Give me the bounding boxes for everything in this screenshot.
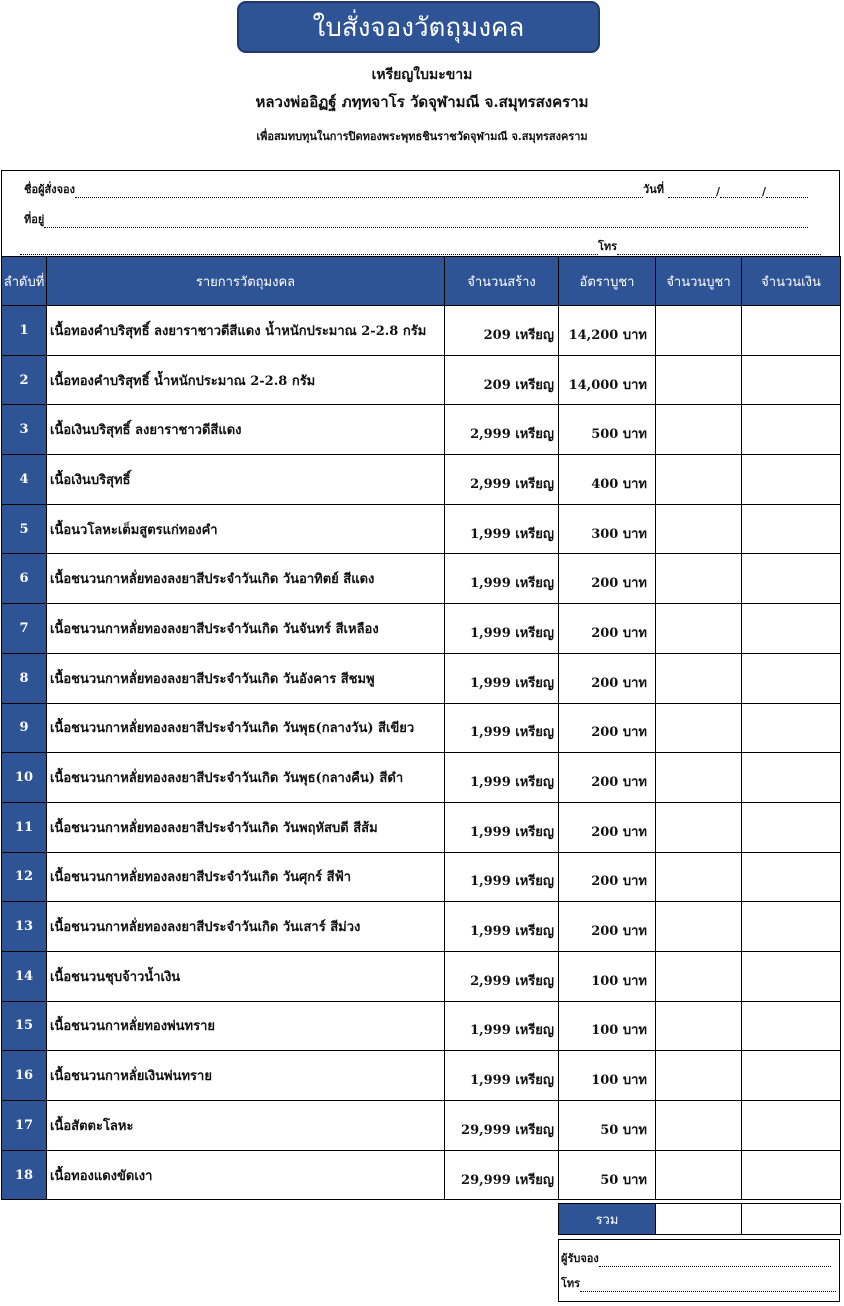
table-row: [2, 604, 841, 654]
receiver-phone-line: [561, 1274, 836, 1292]
item-qty-made: 29,999 เหรียญ: [445, 1150, 559, 1200]
header-amount: จำนวนเงิน: [742, 257, 841, 306]
item-name: เนื้อเงินบริสุทธิ์: [47, 455, 445, 505]
table-row: [2, 405, 841, 455]
item-qty-made: 1,999 เหรียญ: [445, 852, 559, 902]
item-qty-made: 1,999 เหรียญ: [445, 802, 559, 852]
item-name: เนื้อนวโลหะเต็มสูตรแก่ทองคำ: [47, 504, 445, 554]
item-price: 200 บาท: [559, 554, 656, 604]
header-qty-made: จำนวนสร้าง: [445, 257, 559, 306]
item-order-qty[interactable]: [656, 554, 742, 604]
item-amount[interactable]: [742, 1101, 841, 1151]
item-order-qty[interactable]: [656, 1051, 742, 1101]
item-name: เนื้อชนวนกาหลั่ยทองลงยาสีประจำวันเกิด วันอาทิตย์ สีแดง: [47, 554, 445, 604]
item-qty-made: 209 เหรียญ: [445, 306, 559, 356]
date-year-field[interactable]: [766, 187, 808, 198]
item-amount[interactable]: [742, 504, 841, 554]
header-price: อัตราบูชา: [559, 257, 656, 306]
table-row: [2, 1051, 841, 1101]
item-qty-made: 1,999 เหรียญ: [445, 1001, 559, 1051]
table-row: [2, 355, 841, 405]
item-amount[interactable]: [742, 1001, 841, 1051]
total-row: [559, 1204, 841, 1235]
table-row: [2, 1001, 841, 1051]
item-qty-made: 29,999 เหรียญ: [445, 1101, 559, 1151]
item-qty-made: 1,999 เหรียญ: [445, 554, 559, 604]
table-row: [2, 554, 841, 604]
table-row: [2, 504, 841, 554]
item-number: 16: [2, 1051, 47, 1101]
item-order-qty[interactable]: [656, 604, 742, 654]
item-price: 200 บาท: [559, 653, 656, 703]
table-row: [2, 902, 841, 952]
item-number: 8: [2, 653, 47, 703]
item-qty-made: 2,999 เหรียญ: [445, 405, 559, 455]
item-order-qty[interactable]: [656, 1150, 742, 1200]
date-day-field[interactable]: [668, 187, 716, 198]
item-price: 200 บาท: [559, 703, 656, 753]
item-name: เนื้อชนวนกาหลั่ยทองลงยาสีประจำวันเกิด วันพุธ(กลางคืน) สีดำ: [47, 753, 445, 803]
total-table: [558, 1203, 841, 1235]
item-price: 400 บาท: [559, 455, 656, 505]
item-number: 4: [2, 455, 47, 505]
address-label: ที่อยู่: [24, 213, 45, 226]
item-qty-made: 2,999 เหรียญ: [445, 951, 559, 1001]
item-name: เนื้อสัตตะโลหะ: [47, 1101, 445, 1151]
item-price: 200 บาท: [559, 753, 656, 803]
item-number: 10: [2, 753, 47, 803]
item-price: 500 บาท: [559, 405, 656, 455]
item-qty-made: 1,999 เหรียญ: [445, 703, 559, 753]
item-name: เนื้อชนวนกาหลั่ยทองลงยาสีประจำวันเกิด วันพฤหัสบดี สีส้ม: [47, 802, 445, 852]
item-amount[interactable]: [742, 1150, 841, 1200]
item-number: 7: [2, 604, 47, 654]
item-number: 15: [2, 1001, 47, 1051]
item-qty-made: 1,999 เหรียญ: [445, 504, 559, 554]
table-row: [2, 1150, 841, 1200]
item-name: เนื้อทองคำบริสุทธิ์ น้ำหนักประมาณ 2-2.8 กรัม: [47, 355, 445, 405]
item-price: 14,200 บาท: [559, 306, 656, 356]
item-qty-made: 1,999 เหรียญ: [445, 902, 559, 952]
item-name: เนื้อชนวนกาหลั่ยทองพ่นทราย: [47, 1001, 445, 1051]
table-row: [2, 703, 841, 753]
item-order-qty[interactable]: [656, 306, 742, 356]
item-qty-made: 1,999 เหรียญ: [445, 753, 559, 803]
item-amount[interactable]: [742, 653, 841, 703]
item-name: เนื้อทองคำบริสุทธิ์ ลงยาราชาวดีสีแดง น้ำหนักประมาณ 2-2.8 กรัม: [47, 306, 445, 356]
form-title: ใบสั่งจองวัตถุมงคล: [237, 1, 600, 53]
date-separator: /: [762, 185, 767, 198]
order-table: [1, 256, 841, 1200]
receiver-line: [561, 1249, 831, 1267]
item-order-qty[interactable]: [656, 355, 742, 405]
name-line: [24, 180, 808, 198]
table-row: [2, 951, 841, 1001]
table-row: [2, 306, 841, 356]
item-name: เนื้อชนวนกาหลั่ยทองลงยาสีประจำวันเกิด วันเสาร์ สีม่วง: [47, 902, 445, 952]
item-name: เนื้อชนวนกาหลั่ยทองลงยาสีประจำวันเกิด วันศุกร์ สีฟ้า: [47, 852, 445, 902]
date-label: วันที่: [643, 183, 664, 196]
item-qty-made: 1,999 เหรียญ: [445, 653, 559, 703]
item-order-qty[interactable]: [656, 852, 742, 902]
phone-label: โทร: [598, 240, 618, 253]
item-number: 11: [2, 802, 47, 852]
item-amount[interactable]: [742, 753, 841, 803]
item-number: 5: [2, 504, 47, 554]
table-row: [2, 802, 841, 852]
item-order-qty[interactable]: [656, 405, 742, 455]
item-name: เนื้อชนวนกาหลั่ยเงินพ่นทราย: [47, 1051, 445, 1101]
item-number: 6: [2, 554, 47, 604]
item-price: 50 บาท: [559, 1101, 656, 1151]
table-row: [2, 1101, 841, 1151]
item-order-qty[interactable]: [656, 504, 742, 554]
item-order-qty[interactable]: [656, 703, 742, 753]
name-label: ชื่อผู้สั่งจอง: [24, 183, 76, 196]
item-price: 200 บาท: [559, 604, 656, 654]
total-qty-cell[interactable]: [656, 1204, 742, 1235]
item-order-qty[interactable]: [656, 753, 742, 803]
item-order-qty[interactable]: [656, 1001, 742, 1051]
item-qty-made: 1,999 เหรียญ: [445, 604, 559, 654]
item-amount[interactable]: [742, 852, 841, 902]
item-price: 200 บาท: [559, 802, 656, 852]
phone-field[interactable]: [617, 244, 821, 255]
item-number: 9: [2, 703, 47, 753]
table-row: [2, 852, 841, 902]
table-header-row: [2, 257, 841, 306]
item-number: 2: [2, 355, 47, 405]
item-name: เนื้อเงินบริสุทธิ์ ลงยาราชาวดีสีแดง: [47, 405, 445, 455]
table-row: [2, 753, 841, 803]
total-label: รวม: [559, 1204, 656, 1235]
item-amount[interactable]: [742, 306, 841, 356]
item-amount[interactable]: [742, 802, 841, 852]
phone-line: [20, 237, 821, 255]
header-no: ลำดับที่: [2, 257, 47, 306]
receiver-phone-field[interactable]: [580, 1281, 836, 1292]
item-number: 12: [2, 852, 47, 902]
item-order-qty[interactable]: [656, 1101, 742, 1151]
date-month-field[interactable]: [720, 187, 762, 198]
item-price: 100 บาท: [559, 951, 656, 1001]
item-order-qty[interactable]: [656, 802, 742, 852]
item-qty-made: 1,999 เหรียญ: [445, 1051, 559, 1101]
item-number: 13: [2, 902, 47, 952]
item-price: 100 บาท: [559, 1001, 656, 1051]
subtitle-coin-name: เหรียญใบมะขาม: [371, 67, 473, 83]
item-price: 200 บาท: [559, 852, 656, 902]
item-amount[interactable]: [742, 1051, 841, 1101]
item-price: 300 บาท: [559, 504, 656, 554]
header-item: รายการวัตถุมงคล: [47, 257, 445, 306]
item-order-qty[interactable]: [656, 653, 742, 703]
item-number: 1: [2, 306, 47, 356]
table-row: [2, 653, 841, 703]
item-amount[interactable]: [742, 703, 841, 753]
header-order-qty: จำนวนบูชา: [656, 257, 742, 306]
item-name: เนื้อชนวนกาหลั่ยทองลงยาสีประจำวันเกิด วันพุธ(กลางวัน) สีเขียว: [47, 703, 445, 753]
table-row: [2, 455, 841, 505]
subtitle-monk-temple: หลวงพ่ออิฏฐ์ ภทฺทจาโร วัดจุฬามณี จ.สมุทรสงคราม: [255, 93, 589, 111]
receiver-phone-label: โทร: [561, 1277, 581, 1290]
item-order-qty[interactable]: [656, 951, 742, 1001]
item-amount[interactable]: [742, 902, 841, 952]
item-number: 14: [2, 951, 47, 1001]
item-name: เนื้อชนวนกาหลั่ยทองลงยาสีประจำวันเกิด วันอังคาร สีชมพู: [47, 653, 445, 703]
item-name: เนื้อทองแดงขัดเงา: [47, 1150, 445, 1200]
address-line: [24, 210, 808, 228]
item-price: 50 บาท: [559, 1150, 656, 1200]
receiver-field[interactable]: [599, 1256, 831, 1267]
item-price: 200 บาท: [559, 902, 656, 952]
item-number: 17: [2, 1101, 47, 1151]
item-price: 14,000 บาท: [559, 355, 656, 405]
item-name: เนื้อชนวนกาหลั่ยทองลงยาสีประจำวันเกิด วันจันทร์ สีเหลือง: [47, 604, 445, 654]
subtitle-purpose: เพื่อสมทบทุนในการปิดทองพระพุทธชินราชวัดจุฬามณี จ.สมุทรสงคราม: [256, 130, 588, 143]
date-separator: /: [715, 185, 721, 198]
item-qty-made: 209 เหรียญ: [445, 355, 559, 405]
address-field-2[interactable]: [20, 244, 598, 255]
item-amount[interactable]: [742, 355, 841, 405]
item-order-qty[interactable]: [656, 455, 742, 505]
item-amount[interactable]: [742, 951, 841, 1001]
item-amount[interactable]: [742, 455, 841, 505]
item-price: 100 บาท: [559, 1051, 656, 1101]
total-amount-cell[interactable]: [742, 1204, 841, 1235]
item-amount[interactable]: [742, 554, 841, 604]
customer-info-box: [1, 170, 840, 256]
item-order-qty[interactable]: [656, 902, 742, 952]
item-amount[interactable]: [742, 604, 841, 654]
item-amount[interactable]: [742, 405, 841, 455]
address-field[interactable]: [44, 217, 808, 228]
item-number: 18: [2, 1150, 47, 1200]
item-name: เนื้อชนวนชุบจ้าวน้ำเงิน: [47, 951, 445, 1001]
receiver-box: [558, 1239, 840, 1302]
receiver-label: ผู้รับจอง: [561, 1252, 599, 1265]
item-number: 3: [2, 405, 47, 455]
item-qty-made: 2,999 เหรียญ: [445, 455, 559, 505]
name-field[interactable]: [75, 187, 643, 198]
